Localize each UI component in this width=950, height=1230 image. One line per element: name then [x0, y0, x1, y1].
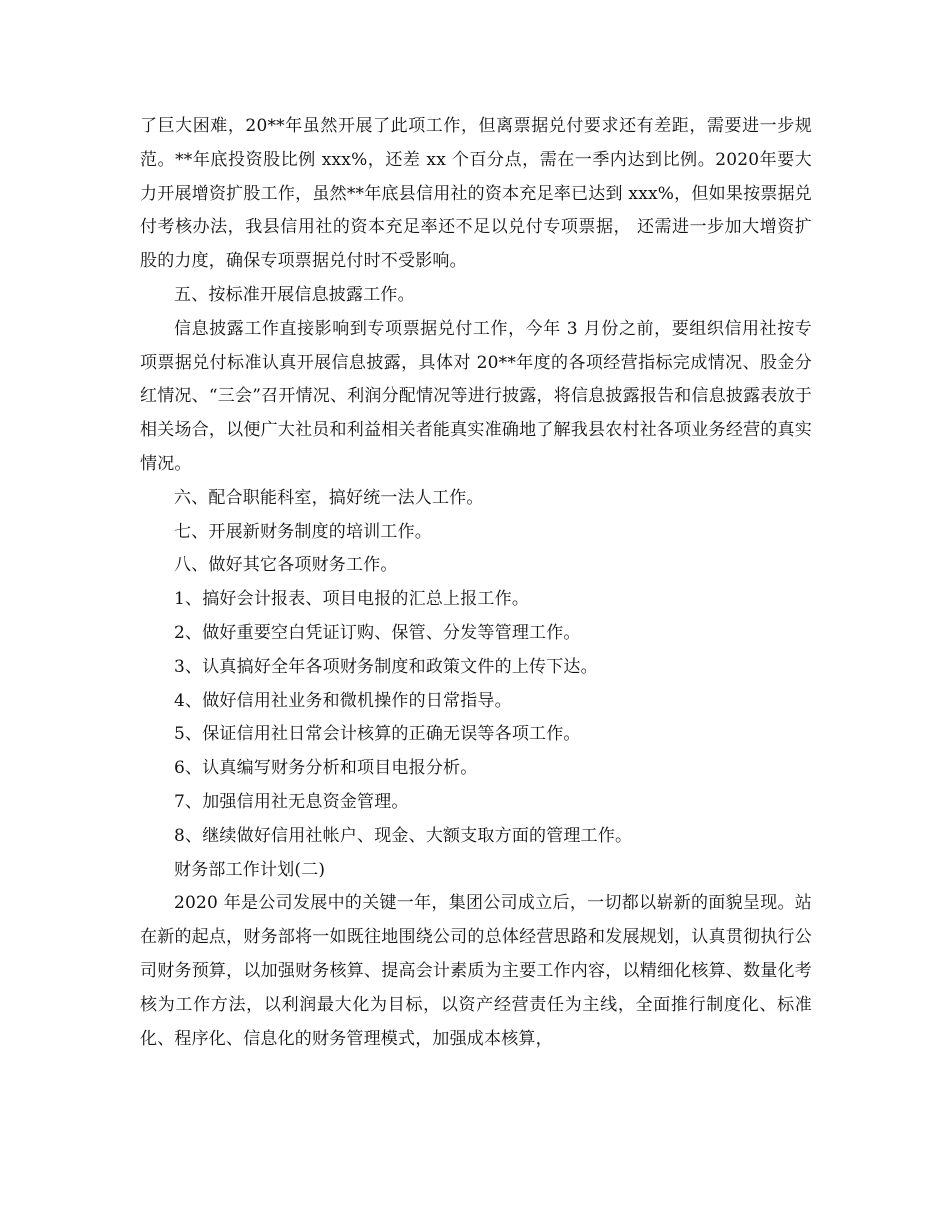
list-item-5: 5、保证信用社日常会计核算的正确无误等各项工作。 — [174, 724, 581, 745]
list-item-6: 6、认真编写财务分析和项目电报分析。 — [174, 758, 478, 779]
list-item-8: 8、继续做好信用社帐户、现金、大额支取方面的管理工作。 — [174, 825, 633, 846]
document-body — [140, 110, 812, 1056]
list-item-7: 7、加强信用社无息资金管理。 — [174, 791, 409, 812]
list-item-3: 3、认真搞好全年各项财务制度和政策文件的上传下达。 — [174, 656, 598, 677]
section-heading-finance-training: 七、开展新财务制度的培训工作。 — [174, 521, 432, 542]
paragraph-information-disclosure: 信息披露工作直接影响到专项票据兑付工作，今年 3 月份之前，要组织信用社按专项票据兑付标准认真开展信息披露，具体对 20**年度的各项经营指标完成情况、股金分红情况、“三会”召开情况、利润分配情况等进行披露，将信息披露报告和信息披露表放于相关场合，以便广大社员和利益相关者能真实准确地了解我县农村社各项业务经营的真实情况。 — [140, 318, 812, 474]
list-item-4: 4、做好信用社业务和微机操作的日常指导。 — [174, 690, 512, 711]
section-title-finance-plan-2: 财务部工作计划(二) — [174, 859, 326, 880]
paragraph-finance-plan-2020: 2020 年是公司发展中的关键一年，集团公司成立后，一切都以崭新的面貌呈现。站在新的起点，财务部将一如既往地围绕公司的总体经营思路和发展规划，认真贯彻执行公司财务预算，以加强财务核算、提高会计素质为主要工作内容，以精细化核算、数量化考核为工作方法，以利润最大化为目标，以资产经营责任为主线，全面推行制度化、标准化、程序化、信息化的财务管理模式，加强成本核算， — [140, 893, 812, 1049]
section-heading-other-finance-work: 八、做好其它各项财务工作。 — [174, 555, 398, 576]
list-item-2: 2、做好重要空白凭证订购、保管、分发等管理工作。 — [174, 622, 581, 643]
section-heading-information-disclosure: 五、按标准开展信息披露工作。 — [174, 284, 415, 305]
section-heading-unified-legal-person: 六、配合职能科室，搞好统一法人工作。 — [174, 487, 484, 508]
list-item-1: 1、搞好会计报表、项目电报的汇总上报工作。 — [174, 589, 530, 610]
paragraph-continuation-capital-expansion: 了巨大困难，20**年虽然开展了此项工作，但离票据兑付要求还有差距，需要进一步规范。**年底投资股比例 xxx%，还差 xx 个百分点，需在一季内达到比例。2020年要大力开展增资扩股工作，虽然**年底县信用社的资本充足率已达到 xxx%，但如果按票据兑付考核办法，我县信用社的资本充足率还不足以兑付专项票据， 还需进一步加大增资扩股的力度，确保专项票据兑付时不受影响。 — [140, 116, 812, 272]
